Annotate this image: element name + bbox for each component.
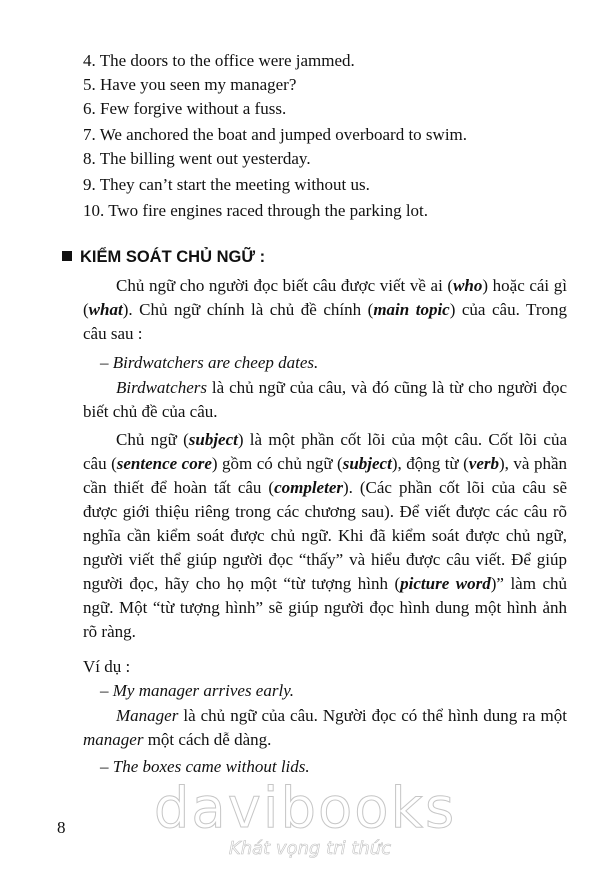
text-run: ), động từ ( (391, 454, 469, 473)
paragraph-birdwatchers (83, 376, 567, 424)
text-run: ) hoặc cái gì ( (83, 276, 567, 319)
exercise-item-9: 9. They can’t start the meeting without us. (83, 175, 370, 194)
exercise-item-8: 8. The billing went out yesterday. (83, 149, 311, 168)
example-sentence-3: – The boxes came without lids. (100, 757, 310, 776)
exercise-item-10: 10. Two fire engines raced through the parking lot. (83, 201, 429, 220)
page-number: 8 (57, 818, 66, 837)
text-run: ) là một phần cốt lõi của một câu. Cốt lõi của câu ( (83, 430, 567, 473)
text-run: một cách dễ dàng. (143, 730, 272, 749)
keyword-completer: completer (274, 478, 343, 497)
exercise-item-4: 4. The doors to the office were jammed. (83, 51, 355, 70)
paragraph-sentence-core (83, 428, 567, 644)
keyword-verb: verb (468, 454, 500, 473)
text-run: ). (Các phần cốt lõi của câu sẽ được giới thiệu riêng trong các chương sau). Để viết được các câu rõ nghĩa cần kiểm soát được chủ ngữ. Khi đã kiểm soát được chủ ngữ, người viết thể giúp người đọc “thấy” và hiểu được câu viết. Để giúp người đọc, hãy cho họ một “từ tượng hình ( (83, 478, 567, 593)
keyword-picture-word: picture word (400, 574, 491, 593)
exercise-item-6: 6. Few forgive without a fuss. (83, 99, 287, 118)
section-heading-text: KIỂM SOÁT CHỦ NGỮ : (80, 248, 266, 266)
paragraph-subject-intro (83, 274, 567, 346)
keyword-who: who (453, 276, 483, 295)
keyword-subject: subject (188, 430, 238, 449)
watermark-logo: davibooks (153, 776, 457, 841)
watermark-tagline: Khát vọng tri thức (228, 838, 392, 859)
term-birdwatchers: Birdwatchers (116, 378, 207, 397)
example-label: Ví dụ : (83, 657, 131, 676)
text-run: ), và phần cần thiết để hoàn tất câu ( (83, 454, 567, 497)
text-run: ) của câu. Trong câu sau : (83, 300, 567, 343)
example-sentence-2: – My manager arrives early. (100, 681, 295, 700)
text-run: Chủ ngữ ( (116, 430, 189, 449)
section-heading (62, 246, 265, 268)
paragraph-manager (83, 704, 567, 752)
term-manager: Manager (116, 706, 179, 725)
term-manager: manager (83, 730, 144, 749)
text-run: ) gồm có chủ ngữ ( (211, 454, 343, 473)
text-run: là chủ ngữ của câu. Người đọc có thể hình dung ra một (178, 706, 567, 725)
example-sentence-1: – Birdwatchers are cheep dates. (100, 353, 319, 372)
keyword-sentence-core: sentence core (116, 454, 212, 473)
exercise-item-5: 5. Have you seen my manager? (83, 75, 297, 94)
text-run: Chủ ngữ cho người đọc biết câu được viết về ai ( (116, 276, 454, 295)
text-run: )” làm chủ ngữ. Một “từ tượng hình” sẽ giúp người đọc hình dung một hình ảnh rõ ràng. (83, 574, 567, 641)
exercise-item-7: 7. We anchored the boat and jumped overboard to swim. (83, 125, 468, 144)
square-bullet-icon (62, 251, 72, 261)
text-run: là chủ ngữ của câu, và đó cũng là từ cho người đọc biết chủ đề của câu. (83, 378, 567, 421)
keyword-main-topic: main topic (373, 300, 450, 319)
text-run: ). Chủ ngữ chính là chủ đề chính ( (122, 300, 374, 319)
keyword-what: what (88, 300, 123, 319)
keyword-subject: subject (342, 454, 392, 473)
